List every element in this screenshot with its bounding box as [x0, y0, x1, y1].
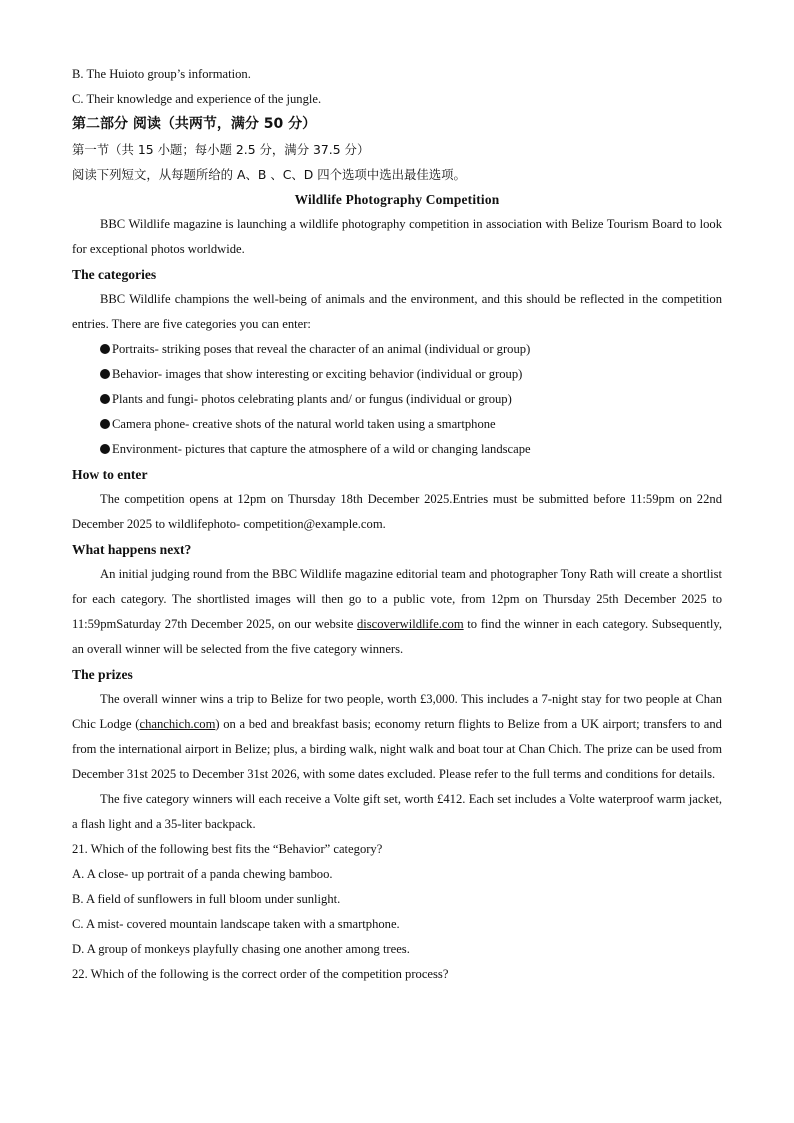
option-d: D. A group of monkeys playfully chasing one another among trees. — [72, 942, 410, 956]
prizes-heading: The prizes — [72, 667, 133, 682]
categories-intro: BBC Wildlife champions the well-being of animals and the environment, and this should be reflected in the competition entries. There are five categories you can enter: — [72, 292, 722, 331]
question-22: 22. Which of the following is the correct order of the competition process? — [72, 967, 449, 981]
option-c: C. A mist- covered mountain landscape taken with a smartphone. — [72, 917, 400, 931]
section-title: 第二部分 阅读（共两节，满分 50 分） — [72, 116, 317, 132]
categories-heading: The categories — [72, 267, 157, 282]
option-b: B. A field of sunflowers in full bloom under sunlight. — [72, 892, 341, 906]
category-item — [72, 337, 722, 362]
category-item-label: Behavior- images that show interesting or exciting behavior (individual or group) — [112, 367, 523, 381]
how-to-enter-heading: How to enter — [72, 467, 148, 482]
bullet-icon — [100, 344, 110, 354]
bullet-icon — [100, 444, 110, 454]
prizes-paragraph-1 — [72, 687, 722, 787]
category-item — [72, 412, 722, 437]
next-text-start: An initial judging round from the BBC Wildlife magazine editorial team and photographer Tony Rath will create a shortlist for each category. The shortlisted images will then go to a public vote, from 12pm on Thursday 25th December 2025 to 11:59pmSaturday 27th December 2025, on our website — [72, 567, 722, 631]
category-item-label: Plants and fungi- photos celebrating plants and/ or fungus (individual or group) — [112, 392, 512, 406]
category-item — [72, 387, 722, 412]
what-happens-next-heading: What happens next? — [72, 542, 192, 557]
bullet-icon — [100, 419, 110, 429]
passage-title: Wildlife Photography Competition — [294, 192, 500, 207]
category-item-label: Environment- pictures that capture the atmosphere of a wild or changing landscape — [112, 442, 531, 456]
option-a: A. A close- up portrait of a panda chewing bamboo. — [72, 867, 333, 881]
category-item-label: Portraits- striking poses that reveal the character of an animal (individual or group) — [112, 342, 531, 356]
category-item — [72, 362, 722, 387]
question-21: 21. Which of the following best fits the “Behavior” category? — [72, 842, 383, 856]
reading-instruction: 阅读下列短文，从每题所给的 A、B 、C、D 四个选项中选出最佳选项。 — [72, 167, 466, 182]
prizes-text-start: The overall winner wins a trip to Belize for two people, worth £3,000. This includes a 7-night stay for two people at Chan Chic Lodge ( — [72, 692, 722, 731]
website-link[interactable]: discoverwildlife.com — [356, 617, 464, 631]
bullet-icon — [100, 369, 110, 379]
category-item-label: Camera phone- creative shots of the natural world taken using a smartphone — [112, 417, 496, 431]
next-text-end: to find the winner in each category. Subsequently, an overall winner will be selected from the five category winners. — [72, 617, 722, 656]
how-to-enter-text: The competition opens at 12pm on Thursday 18th December 2025.Entries must be submitted before 11:59pm on 22nd December 2025 to wildlifephoto- competition@example.com. — [72, 492, 722, 531]
subsection-title: 第一节（共 15 小题；每小题 2.5 分，满分 37.5 分） — [72, 142, 370, 157]
prev-option-c: C. Their knowledge and experience of the jungle. — [72, 92, 322, 106]
lodge-link[interactable]: chanchich.com — [139, 717, 216, 731]
category-item — [72, 437, 722, 462]
what-happens-next-text — [72, 562, 722, 662]
bullet-icon — [100, 394, 110, 404]
document-page — [72, 62, 722, 987]
prizes-text-end: ) on a bed and breakfast basis; economy return flights to Belize from a UK airport; transfers to and from the international airport in Belize; plus, a birding walk, night walk and boat tour at Chan Chich. The prize can be used from December 31st 2025 to December 31st 2026, with some dates excluded. Please refer to the full terms and conditions for details. — [72, 717, 722, 781]
passage-intro: BBC Wildlife magazine is launching a wildlife photography competition in association with Belize Tourism Board to look for exceptional photos worldwide. — [72, 217, 722, 256]
prizes-paragraph-2: The five category winners will each receive a Volte gift set, worth £412. Each set includes a Volte waterproof warm jacket, a flash light and a 35-liter backpack. — [72, 792, 722, 831]
prev-option-b: B. The Huioto group’s information. — [72, 67, 251, 81]
